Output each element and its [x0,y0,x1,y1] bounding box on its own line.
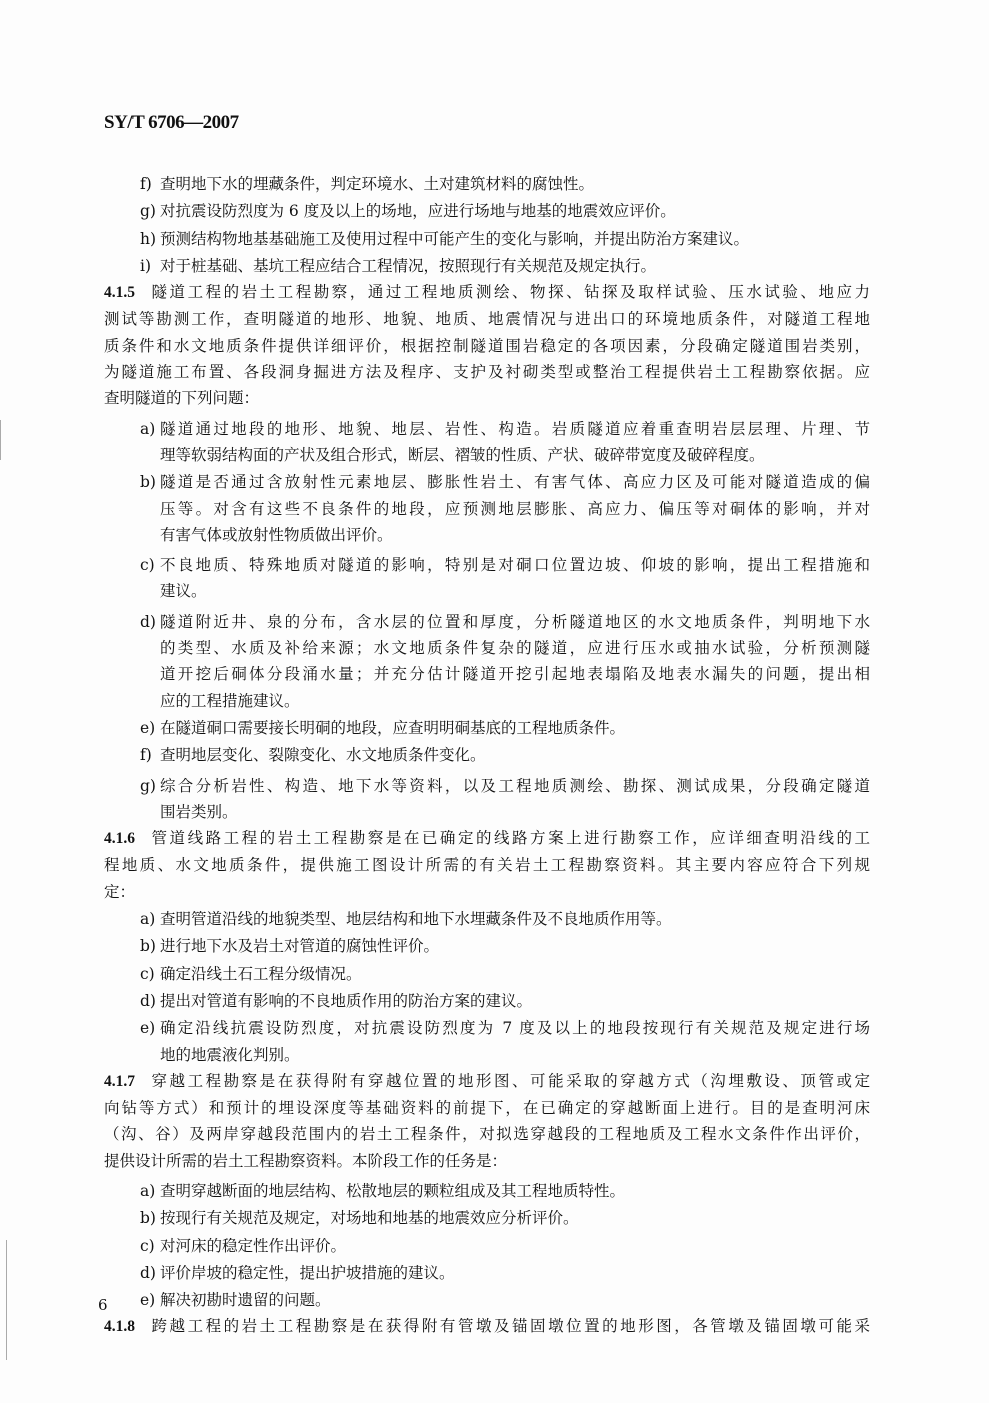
text-line: 不良地质、特殊地质对隧道的影响，特别是对硐口位置边坡、仰坡的影响，提出工程措施和 [160,556,870,575]
list-item-label: g) [140,202,156,221]
text-line: 为隧道施工布置、各段洞身掘进方法及程序、支护及衬砌类型或整治工程提供岩土工程勘察依据。应 [104,363,870,382]
text-line: 查明隧道的下列问题： [104,389,260,408]
text-line: 在隧道硐口需要接长明硐的地段，应查明明硐基底的工程地质条件。 [160,718,626,737]
scan-artifact-line [0,420,1,460]
clause-paragraph [104,825,870,905]
text-line: 理等软弱结构面的产状及组合形式，断层、褶皱的性质、产状、破碎带宽度及破碎程度。 [160,445,765,464]
clause-paragraph [104,279,870,411]
text-line: 围岩类别。 [160,802,238,821]
text-line: 压等。对含有这些不良条件的地段，应预测地层膨胀、高应力、偏压等对硐体的影响，并对 [160,499,870,518]
document-body [104,170,870,1341]
list-item-label: d) [140,612,156,631]
text-line: 的类型、水质及补给来源；水文地质条件复杂的隧道，应进行压水或抽水试验，分析预测隧 [160,639,870,658]
list-item [104,609,870,714]
text-line: 质条件和水文地质条件提供详细评价，根据控制隧道围岩稳定的各项因素，分段确定隧道围岩类别， [104,336,870,355]
list-item [104,226,870,252]
list-item [104,988,870,1014]
list-item [104,469,870,548]
list-item-label: c) [140,964,155,983]
list-item [104,1205,870,1231]
text-line: 预测结构物地基基础施工及使用过程中可能产生的变化与影响，并提出防治方案建议。 [160,229,750,248]
list-item [104,198,870,224]
text-line: 提出对管道有影响的不良地质作用的防治方案的建议。 [160,991,533,1010]
list-item-label: d) [140,991,156,1010]
list-item [104,773,870,826]
list-item [104,1178,870,1204]
list-item-label: f) [140,175,152,193]
text-line: 解决初勘时遗留的问题。 [160,1291,331,1310]
list-item-label: a) [140,419,156,438]
text-line: 对于桩基础、基坑工程应结合工程情况，按照现行有关规范及规定执行。 [160,256,657,275]
list-item-label: e) [140,1291,156,1310]
clause-text: 穿越工程勘察是在获得附有穿越位置的地形图、可能采取的穿越方式（沟埋敷设、顶管或定 [149,1071,870,1090]
text-line: 进行地下水及岩土对管道的腐蚀性评价。 [160,937,440,956]
list-item-label: b) [140,473,156,492]
text-line: 提供设计所需的岩土工程勘察资料。本阶段工作的任务是： [104,1151,508,1170]
text-line: 定： [104,882,136,901]
clause-paragraph [104,1068,870,1174]
clause-number: 4.1.7 [104,1072,135,1090]
list-item-label: h) [140,229,157,248]
text-line: 向钻等方式）和预计的埋设深度等基础资料的前提下，在已确定的穿越断面上进行。目的是查明河床 [104,1099,870,1118]
list-item [104,742,870,768]
clause-number: 4.1.5 [104,284,135,302]
list-item [104,715,870,741]
text-line: 查明管道沿线的地貌类型、地层结构和地下水埋藏条件及不良地质作用等。 [160,910,672,929]
text-line: 按现行有关规范及规定，对场地和地基的地震效应分析评价。 [160,1209,579,1228]
list-item-label: a) [140,1181,156,1200]
list-item [104,416,870,469]
list-item [104,1015,870,1068]
list-item-label: f) [140,746,152,765]
list-item-label: b) [140,1209,156,1228]
list-item [104,906,870,932]
text-line: 隧道通过地段的地形、地貌、地层、岩性、构造。岩质隧道应着重查明岩层层理、片理、节 [160,419,870,438]
text-line [104,825,870,852]
scan-artifact-line [6,1240,7,1360]
text-line: 测试等勘测工作，查明隧道的地形、地貌、地质、地震情况与进出口的环境地质条件，对隧道工程地 [104,310,870,329]
text-line: （沟、谷）及两岸穿越段范围内的岩土工程条件，对拟选穿越段的工程地质及工程水文条件作出评价， [104,1125,870,1144]
text-line: 评价岸坡的稳定性，提出护坡措施的建议。 [160,1263,455,1282]
list-item [104,171,870,197]
list-item-label: c) [140,1236,155,1255]
text-line: 对抗震设防烈度为 6 度及以上的场地，应进行场地与地基的地震效应评价。 [160,202,676,221]
list-item [104,1233,870,1259]
page-number: 6 [98,1296,108,1314]
list-item-label: d) [140,1263,156,1282]
clause-number: 4.1.6 [104,830,135,848]
text-line: 地的地震液化判别。 [160,1045,300,1064]
document-code-header: SY/T 6706—2007 [104,112,239,133]
text-line: 查明地层变化、裂隙变化、水文地质条件变化。 [160,746,486,765]
list-item-label: e) [140,718,156,737]
list-item-label: a) [140,910,156,929]
clause-text: 跨越工程的岩土工程勘察是在获得附有管墩及锚固墩位置的地形图，各管墩及锚固墩可能采 [149,1317,870,1336]
list-item [104,933,870,959]
text-line: 隧道附近井、泉的分布，含水层的位置和厚度，分析隧道地区的水文地质条件，判明地下水 [160,612,870,631]
text-line: 道开挖后硐体分段涌水量；并充分估计隧道开挖引起地表塌陷及地表水漏失的问题，提出相 [160,665,870,684]
text-line: 确定沿线抗震设防烈度，对抗震设防烈度为 7 度及以上的地段按现行有关规范及规定进行场 [160,1019,870,1038]
list-item [104,253,870,279]
text-line: 建议。 [160,582,207,601]
clause-paragraph [104,1313,870,1340]
text-line: 应的工程措施建议。 [160,691,300,710]
clause-text: 隧道工程的岩土工程勘察，通过工程地质测绘、物探、钻探及取样试验、压水试验、地应力 [149,283,870,302]
text-line: 综合分析岩性、构造、地下水等资料，以及工程地质测绘、勘探、测试成果，分段确定隧道 [160,776,870,795]
text-line [104,1068,870,1095]
text-line [104,279,870,306]
list-item [104,1260,870,1286]
list-item [104,961,870,987]
list-item-label: b) [140,937,156,956]
list-item [104,552,870,605]
list-item-label: i) [140,256,152,275]
text-line: 查明穿越断面的地层结构、松散地层的颗粒组成及其工程地质特性。 [160,1181,626,1200]
text-line: 查明地下水的埋藏条件，判定环境水、土对建筑材料的腐蚀性。 [160,175,595,193]
list-item-label: g) [140,776,156,795]
clause-number: 4.1.8 [104,1318,135,1336]
text-line [104,1313,870,1340]
list-item-label: c) [140,556,155,575]
text-line: 对河床的稳定性作出评价。 [160,1236,347,1255]
list-item-label: e) [140,1019,156,1038]
text-line: 程地质、水文地质条件，提供施工图设计所需的有关岩土工程勘察资料。其主要内容应符合下列规 [104,856,870,875]
clause-text: 管道线路工程的岩土工程勘察是在已确定的线路方案上进行勘察工作，应详细查明沿线的工 [149,829,870,848]
text-line: 隧道是否通过含放射性元素地层、膨胀性岩土、有害气体、高应力区及可能对隧道造成的偏 [160,473,870,492]
text-line: 有害气体或放射性物质做出评价。 [160,525,393,544]
text-line: 确定沿线土石工程分级情况。 [160,964,362,983]
list-item [104,1287,870,1313]
